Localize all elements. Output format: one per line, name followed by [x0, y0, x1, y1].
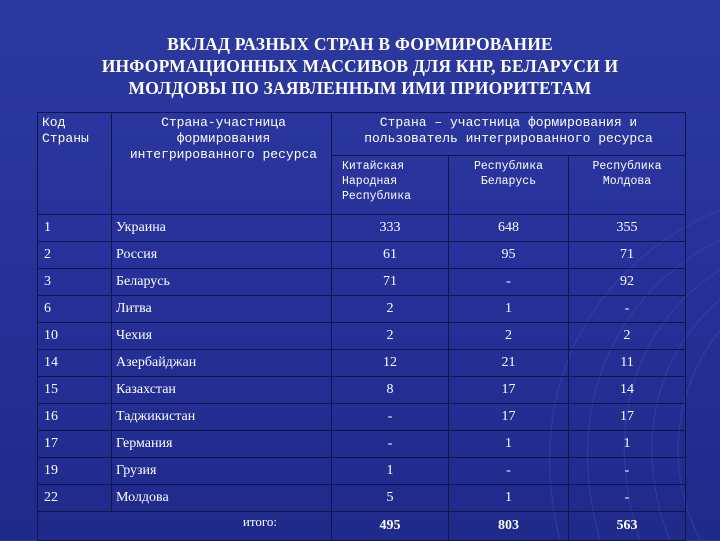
table-row — [38, 269, 686, 296]
row-value-belarus: 648 — [449, 215, 569, 242]
row-country: Германия — [112, 431, 332, 458]
header-belarus: Республика Беларусь — [449, 156, 569, 215]
row-value-belarus: 21 — [449, 350, 569, 377]
row-value-china: 1 — [332, 458, 449, 485]
total-label: итого: — [38, 512, 332, 541]
row-code: 14 — [38, 350, 112, 377]
header-china: Китайская Народная Республика — [332, 156, 449, 215]
row-code: 15 — [38, 377, 112, 404]
row-value-china: 61 — [332, 242, 449, 269]
table-body — [38, 215, 686, 512]
row-country: Таджикистан — [112, 404, 332, 431]
header-user-group: Страна – участница формирования и пользователь интегрированного ресурса — [332, 113, 686, 156]
title-line-2: ИНФОРМАЦИОННЫХ МАССИВОВ ДЛЯ КНР, БЕЛАРУСИ И — [101, 56, 619, 76]
row-country: Грузия — [112, 458, 332, 485]
row-country: Молдова — [112, 485, 332, 512]
row-value-belarus: 1 — [449, 485, 569, 512]
row-value-moldova: - — [569, 485, 686, 512]
row-value-moldova: 1 — [569, 431, 686, 458]
row-country: Азербайджан — [112, 350, 332, 377]
row-value-belarus: 1 — [449, 296, 569, 323]
row-country: Беларусь — [112, 269, 332, 296]
row-code: 19 — [38, 458, 112, 485]
row-value-china: 2 — [332, 296, 449, 323]
row-code: 10 — [38, 323, 112, 350]
table-row — [38, 431, 686, 458]
row-value-belarus: - — [449, 458, 569, 485]
row-country: Чехия — [112, 323, 332, 350]
row-country: Литва — [112, 296, 332, 323]
row-value-china: 12 — [332, 350, 449, 377]
table-row — [38, 377, 686, 404]
row-value-belarus: - — [449, 269, 569, 296]
row-value-moldova: 14 — [569, 377, 686, 404]
row-country: Украина — [112, 215, 332, 242]
table-row — [38, 323, 686, 350]
row-code: 22 — [38, 485, 112, 512]
table-header-row — [38, 113, 686, 156]
row-value-china: - — [332, 404, 449, 431]
table-row — [38, 296, 686, 323]
row-value-moldova: 11 — [569, 350, 686, 377]
row-value-moldova: 92 — [569, 269, 686, 296]
row-code: 16 — [38, 404, 112, 431]
title-line-3: МОЛДОВЫ ПО ЗАЯВЛЕННЫМ ИМИ ПРИОРИТЕТАМ — [128, 78, 592, 98]
row-value-moldova: 17 — [569, 404, 686, 431]
row-value-belarus: 2 — [449, 323, 569, 350]
row-country: Россия — [112, 242, 332, 269]
row-value-moldova: - — [569, 296, 686, 323]
row-value-china: 71 — [332, 269, 449, 296]
header-code: Код Страны — [38, 113, 112, 215]
total-china: 495 — [332, 512, 449, 541]
table-row — [38, 404, 686, 431]
row-value-moldova: 71 — [569, 242, 686, 269]
title-line-1: ВКЛАД РАЗНЫХ СТРАН В ФОРМИРОВАНИЕ — [167, 34, 553, 54]
row-value-china: 333 — [332, 215, 449, 242]
row-value-moldova: - — [569, 458, 686, 485]
row-country: Казахстан — [112, 377, 332, 404]
row-code: 3 — [38, 269, 112, 296]
row-value-moldova: 355 — [569, 215, 686, 242]
row-value-belarus: 17 — [449, 377, 569, 404]
row-value-china: - — [332, 431, 449, 458]
row-value-belarus: 17 — [449, 404, 569, 431]
row-value-moldova: 2 — [569, 323, 686, 350]
table-total-row — [38, 512, 686, 541]
row-code: 6 — [38, 296, 112, 323]
row-value-china: 8 — [332, 377, 449, 404]
row-value-china: 2 — [332, 323, 449, 350]
row-value-belarus: 1 — [449, 431, 569, 458]
row-value-belarus: 95 — [449, 242, 569, 269]
table-row — [38, 242, 686, 269]
header-country: Страна-участница формирования интегрированного ресурса — [112, 113, 332, 215]
total-belarus: 803 — [449, 512, 569, 541]
row-code: 17 — [38, 431, 112, 458]
header-moldova: Республика Молдова — [569, 156, 686, 215]
contribution-table — [37, 112, 686, 541]
slide-title — [40, 33, 680, 99]
total-moldova: 563 — [569, 512, 686, 541]
row-code: 2 — [38, 242, 112, 269]
table-row — [38, 215, 686, 242]
table-row — [38, 458, 686, 485]
table-row — [38, 350, 686, 377]
row-code: 1 — [38, 215, 112, 242]
row-value-china: 5 — [332, 485, 449, 512]
table-row — [38, 485, 686, 512]
